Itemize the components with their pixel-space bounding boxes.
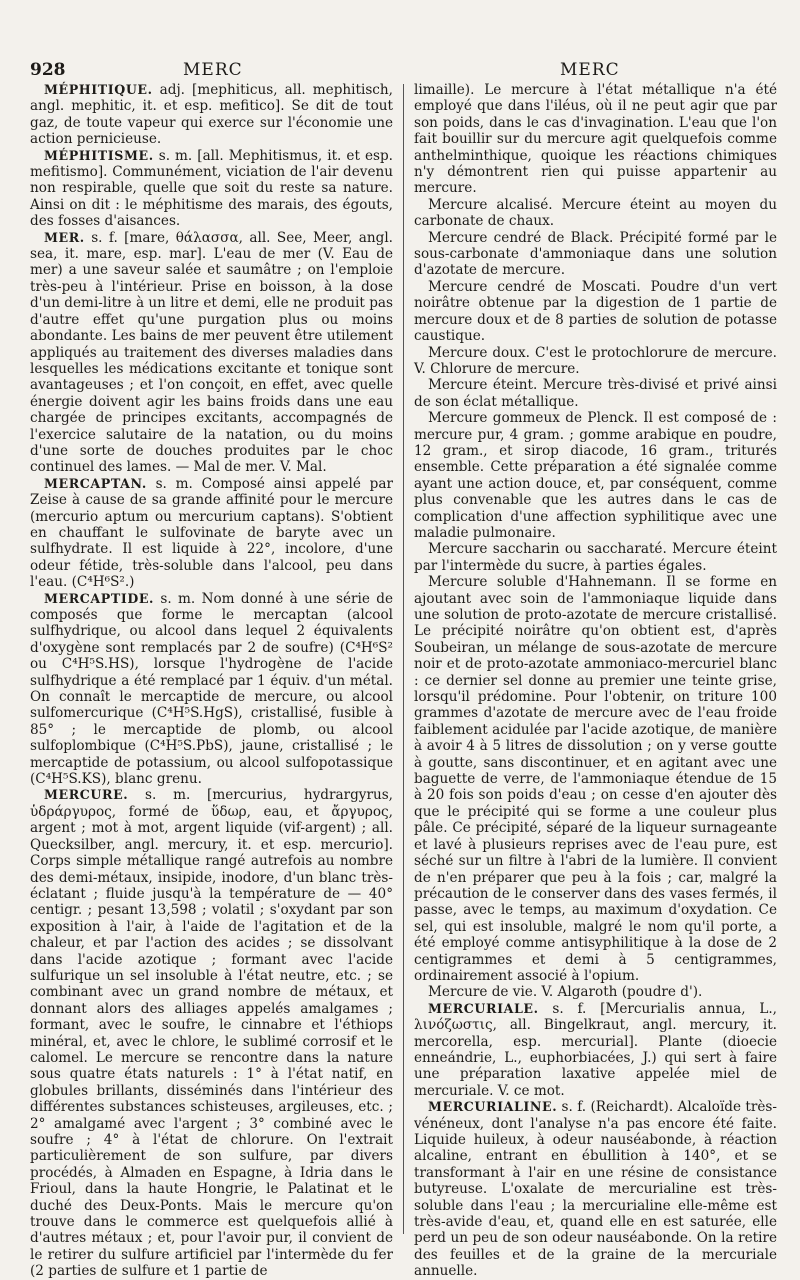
entry-text: s. m. [mercurius, hydrargyrus, ὑδράργυρος, formé de ὕδωρ, eau, et ἄργυρος, argent ; mot à mot, argent liquide (vif-argent) ; all. Quecksilber, angl. mercury, it. et esp. mercurio]. Corps simple métallique rangé autrefois au nombre des demi-métaux, insipide, inodore, d'un blanc très-éclatant ; fluide jusqu'à la température de — 40° centigr. ; pesant 13,598 ; volatil ; s'oxydant par son exposition à l'air, à l'aide de l'agitation et de la chaleur, et par l'action des acides ; se dissolvant dans l'acide azotique ; formant avec l'acide sulfurique un sel insoluble à l'état neutre, etc. ; se combinant avec un grand nombre de métaux, et donnant alors des alliages appelés amalgames ; formant, avec le soufre, le cinnabre et l'éthiops minéral, et, avec le chlore, le sublimé corrosif et le calomel. Le mercure se rencontre dans la nature sous quatre états naturels : 1° à l'état natif, en globules brillants, disséminés dans l'intérieur des différentes substances schisteuses, argileuses, etc. ; 2° amalgamé avec l'argent ; 3° combiné avec le soufre ; 4° à l'état de chlorure. On l'extrait particulièrement de son sulfure, par divers procédés, à Almaden en Espagne, à Idria dans le Frioul, dans la haute Hongrie, le Palatinat et le duché des Deux-Ponts. Mais le mercure qu'on trouve dans le commerce est quelquefois allié à d'autres métaux ; et, pour l'avoir pur, il convient de le retirer du sulfure artificiel par l'intermède du fer (2 parties de sulfure et 1 partie de [30,787,393,1280]
entry-text: s. m. Nom donné à une série de composés que forme le mercaptan (alcool sulfhydrique, ou alcool dans lequel 2 équivalents d'oxygène sont remplacés par 2 de soufre) (C⁴H⁶S² ou C⁴H⁵S.HS), lorsque l'hydrogène de l'acide sulfhydrique a été remplacé par 1 équiv. d'un métal. On connaît le mercaptide de mercure, ou alcool sulfomercurique (C⁴H⁵S.HgS), cristallisé, fusible à 85° ; le mercaptide de plomb, ou alcool sulfoplombique (C⁴H⁵S.PbS), jaune, cristallisé ; le mercaptide de potassium, ou alcool sulfopotassique (C⁴H⁵S.KS), blanc grenu. [30,590,393,788]
sub-entry [414,377,777,410]
entry [30,476,393,591]
entry-text: Mercure doux. C'est le protochlorure de mercure. V. Chlorure de mercure. [414,344,777,377]
entry-text: Mercure alcalisé. Mercure éteint au moyen du carbonate de chaux. [414,196,777,230]
entry [30,82,393,148]
entry-text: Mercure éteint. Mercure très-divisé et privé ainsi de son éclat métallique. [414,377,777,410]
entry [30,148,393,230]
entry-text: Mercure soluble d'Hahnemann. Il se forme en ajoutant avec soin de l'ammoniaque liquide dans une solution de proto-azotate de mercure cristallisé. Le précipité noirâtre qu'on obtient est, d'après Soubeiran, un mélange de sous-azotate de mercure noir et de proto-azotate ammoniaco-mercuriel blanc : ce dernier sel donne au premier une teinte grise, lorsqu'il prédomine. Pour l'obtenir, on triture 100 grammes d'azotate de mercure avec de l'eau froide faiblement acidulée par l'acide azotique, de manière à avoir 4 à 5 litres de dissolution ; on y verse goutte à goutte, sans discontinuer, et en agitant avec une baguette de verre, de l'ammoniaque étendue de 15 à 20 fois son poids d'eau ; on cesse d'en ajouter dès que le précipité qui se forme a une couleur plus pâle. Ce précipité, séparé de la liqueur surnageante et lavé à plusieurs reprises avec de l'eau pure, est séché sur un filtre à l'abri de la lumière. Il convient de n'en préparer que peu à la fois ; car, malgré la précaution de le conserver dans des vases fermés, il passe, avec le temps, au maximum d'oxydation. Ce sel, qui est insoluble, malgré le nom qu'il porte, a été employé comme antisyphilitique à la dose de 2 centigrammes et demi à 5 centigrammes, ordinairement associé à l'opium. [414,574,777,984]
column-divider [403,84,404,1234]
running-head-left: MERC [183,60,243,80]
sub-entry [414,345,777,378]
entry [414,1001,777,1099]
entry-text: adj. [mephiticus, all. mephitisch, angl. mephitic, it. et esp. mefitico]. Se dit de tout gaz, de toute vapeur qui exerce sur l'économie une action pernicieuse. [30,82,393,148]
left-column [30,82,393,1280]
entry-text: Mercure gommeux de Plenck. Il est composé de : mercure pur, 4 gram. ; gomme arabique en poudre, 12 gram., et sirop diacode, 16 gram., triturés ensemble. Cette préparation a été signalée comme ayant une action douce, et, par conséquent, comme plus convenable que les autres dans le cas de complication d'une affection syphilitique avec une maladie pulmonaire. [414,410,777,541]
headword: MERCAPTIDE. [44,590,155,606]
right-column [414,82,777,1280]
entry [30,591,393,788]
entry [414,1099,777,1279]
entry-continuation [414,82,777,197]
entry-text: Mercure de vie. V. Algaroth (poudre d'). [428,984,703,1001]
entry-text: s. f. [mare, θάλασσα, all. See, Meer, angl. sea, it. mare, esp. mar]. L'eau de mer (V. Eau de mer) a une saveur salée et saumâtre ; on l'emploie très-peu à l'intérieur. Prise en boisson, à la dose d'un demi-litre à un litre et demi, elle ne produit pas d'autre effet qu'une purgation plus ou moins abondante. Les bains de mer peuvent être utilement appliqués au traitement des diverses maladies dans lesquelles les médications excitante et tonique sont avantageuses ; et l'on conçoit, en effet, avec quelle énergie doivent agir les bains froids dans une eau chargée de principes excitants, accompagnés de l'exercice salutaire de la natation, ou du moins d'une sorte de douches produites par le choc continuel des lames. — Mal de mer. V. Mal. [30,229,393,476]
sub-entry [414,410,777,541]
entry-text: limaille). Le mercure à l'état métallique n'a été employé que dans l'iléus, où il ne peut agir que par son poids, dans le cas d'invagination. L'eau que l'on fait bouillir sur du mercure agit quelquefois comme anthelminthique, quoique les réactions chimiques n'y démontrent rien qui puisse appartenir au mercure. [414,82,777,197]
page-header [0,60,800,84]
page-number: 928 [30,60,66,80]
headword: MERCAPTAN. [44,475,147,491]
headword: MÉPHITISME. [44,147,154,163]
sub-entry [414,279,777,345]
sub-entry [414,984,777,1000]
entry-text: Mercure saccharin ou saccharaté. Mercure éteint par l'intermède du sucre, à parties égales. [414,541,777,574]
entry [30,787,393,1279]
headword: MER. [44,229,85,245]
entry-text: s. f. [Mercurialis annua, L., λινόζωστις, all. Bingelkraut, angl. mercury, it. mercorella, esp. mercurial]. Plante (dioecie enneándrie, L., euphorbiacées, J.) qui sert à faire une préparation laxative appelée miel de mercuriale. V. ce mot. [414,1000,777,1099]
headword: MERCURE. [44,787,129,803]
headword: MERCURIALINE. [428,1099,558,1115]
entry-text: s. m. Composé ainsi appelé par Zeise à cause de sa grande affinité pour le mercure (mercurio aptum ou mercurium captans). S'obtient en chauffant le sulfovinate de baryte avec un sulfhydrate. Il est liquide à 22°, incolore, d'une odeur fétide, très-soluble dans l'alcool, peu dans l'eau. (C⁴H⁶S².) [30,475,393,591]
sub-entry [414,197,777,230]
headword: MERCURIALE. [428,1000,539,1016]
sub-entry [414,541,777,574]
headword: MÉPHITIQUE. [44,82,153,97]
entry-text: Mercure cendré de Black. Précipité formé par le sous-carbonate d'ammoniaque dans une solution d'azotate de mercure. [414,229,777,279]
entry [30,230,393,476]
sub-entry [414,574,777,984]
sub-entry [414,230,777,279]
entry-text: s. m. [all. Mephitismus, it. et esp. mefitismo]. Communément, viciation de l'air devenu non respirable, quelle que soit du reste sa nature. Ainsi on dit : le méphitisme des marais, des égouts, des fosses d'aisances. [30,147,393,230]
entry-text: Mercure cendré de Moscati. Poudre d'un vert noirâtre obtenue par la digestion de 1 partie de mercure doux et de 8 parties de solution de potasse caustique. [414,278,777,345]
entry-text: s. f. (Reichardt). Alcaloïde très-vénéneux, dont l'analyse n'a pas encore été faite. Liquide huileux, à odeur nauséabonde, à réaction alcaline, entrant en ébullition à 140°, et se transformant à l'air en une résine de consistance butyreuse. L'oxalate de mercurialine est très-soluble dans l'eau ; la mercurialine elle-même est très-avide d'eau, et, quand elle en est saturée, elle perd un peu de son odeur nauséabonde. On la retire des feuilles et de la graine de la mercuriale annuelle. [414,1099,777,1280]
running-head-right: MERC [560,60,620,80]
